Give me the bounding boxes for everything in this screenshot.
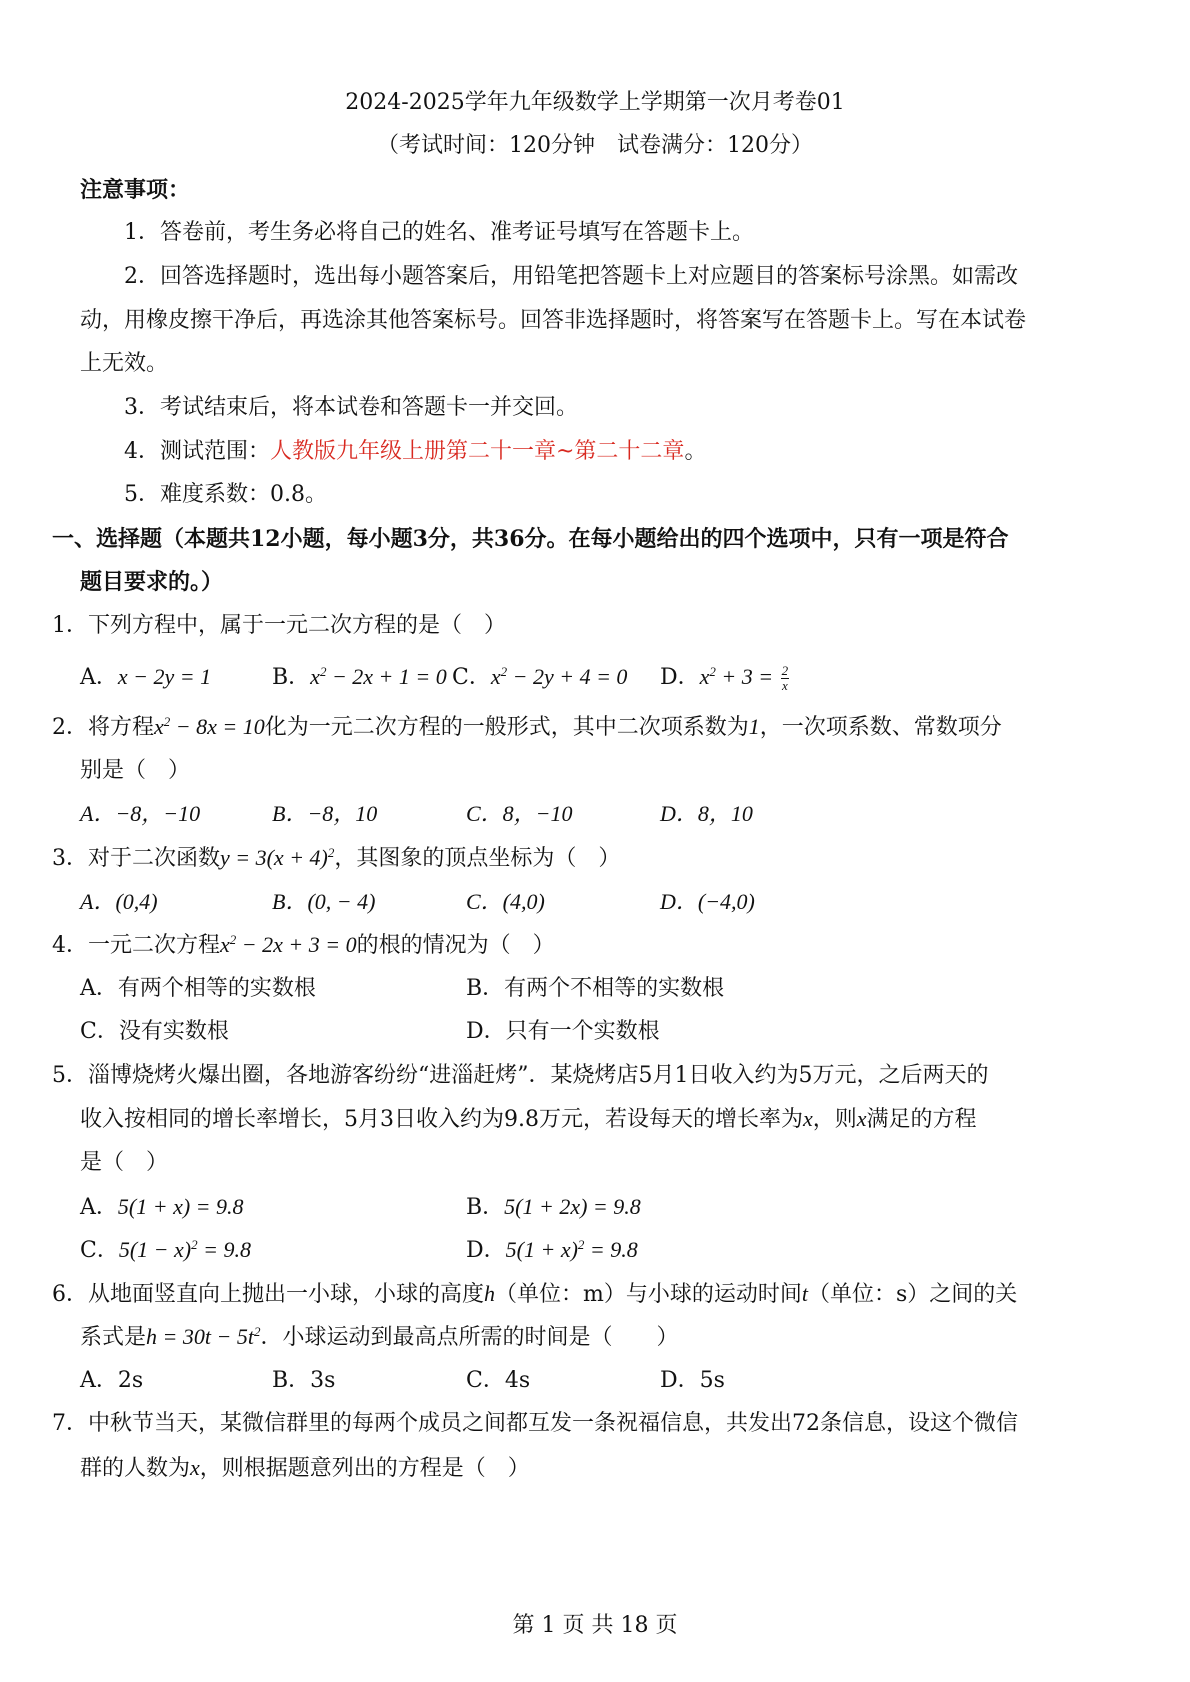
q3-option-d: D．(−4,0) — [660, 889, 755, 914]
page-number: 第 1 页 共 18 页 — [512, 1613, 678, 1638]
q2-option-b: B．−8，10 — [272, 801, 378, 826]
question-5-stem: 5．淄博烧烤火爆出圈，各地游客纷纷“进淄赶烤”．某烧烤店5月1日收入约为5万元，之后两天的 — [52, 1063, 989, 1088]
question-6-stem: 6．从地面竖直向上抛出一小球，小球的高度h（单位：m）与小球的运动时间t（单位：s）之间的关 — [52, 1281, 1018, 1307]
question-7-stem: 7．中秋节当天，某微信群里的每两个成员之间都互发一条祝福信息，共发出72条信息，设这个微信 — [52, 1411, 1018, 1436]
q5-option-d: D．$5(1 + x)^2 = 9.8$ — [466, 1237, 638, 1263]
q1-option-d: D．$x^2 + 3$ = $\frac{2}{x}$ — [660, 662, 789, 693]
test-range: 人教版九年级上册第二十一章~第二十二章 — [270, 439, 685, 464]
question-2-stem-cont: 别是（ ） — [80, 758, 191, 783]
question-3-stem: 3．对于二次函数$y = 3(x + 4)^2$，其图象的顶点坐标为（ ） — [52, 845, 621, 871]
q4-option-d: D．只有一个实数根 — [466, 1019, 660, 1044]
question-6-stem-cont: 系式是$h = 30t - 5t^2$．小球运动到最高点所需的时间是（ ） — [80, 1324, 679, 1350]
q1-option-b: B．$x^2 - 2x + 1 = 0$ — [272, 664, 447, 690]
section-heading: 一、选择题（本题共12小题，每小题3分，共36分。在每小题给出的四个选项中，只有一项是符合 — [52, 526, 1009, 552]
note-item-4-end: 。 — [684, 439, 707, 464]
q3-option-a: A．(0,4) — [80, 889, 158, 914]
notes-heading: 注意事项： — [80, 177, 191, 203]
q5-option-b: B．5(1 + 2x) = 9.8 — [466, 1194, 641, 1220]
note-item-4 — [124, 437, 706, 467]
q6-option-d: D．5s — [660, 1368, 725, 1393]
note-item-4-label: 4．测试范围： — [124, 439, 270, 464]
q4-option-a: A．有两个相等的实数根 — [80, 976, 316, 1001]
question-4-stem: 4．一元二次方程$x^2 - 2x + 3 = 0$的根的情况为（ ） — [52, 932, 555, 958]
question-2-stem: 2．将方程$x^2 - 8x = 10$化为一元二次方程的一般形式，其中二次项系数为1，一次项系数、常数项分 — [52, 714, 1002, 740]
q2-option-a: A．−8，−10 — [80, 801, 201, 826]
q2-option-d: D．8，10 — [660, 801, 753, 826]
q3-option-c: C．(4,0) — [466, 889, 545, 914]
note-item-3: 3．考试结束后，将本试卷和答题卡一并交回。 — [124, 395, 578, 420]
note-item-1: 1．答卷前，考生务必将自己的姓名、准考证号填写在答题卡上。 — [124, 220, 754, 245]
note-item-2: 2．回答选择题时，选出每小题答案后，用铅笔把答题卡上对应题目的答案标号涂黑。如需改 — [124, 264, 1019, 289]
q4-option-b: B．有两个不相等的实数根 — [466, 976, 725, 1001]
q6-option-b: B．3s — [272, 1368, 336, 1393]
q1-option-a: A．x − 2y = 1 — [80, 664, 212, 690]
exam-info: （考试时间：120分钟 试卷满分：120分） — [377, 133, 813, 158]
q5-option-a: A．5(1 + x) = 9.8 — [80, 1194, 244, 1220]
q3-option-b: B．(0, − 4) — [272, 889, 376, 914]
question-5-stem-cont: 收入按相同的增长率增长，5月3日收入约为9.8万元，若设每天的增长率为x，则x满足的方程 — [80, 1106, 977, 1132]
fraction-2-over-x: $\frac{2}{x}$ — [781, 662, 789, 693]
q6-option-c: C．4s — [466, 1368, 531, 1393]
section-heading-cont: 题目要求的。） — [80, 569, 224, 595]
page-title: 2024-2025学年九年级数学上学期第一次月考卷01 — [345, 90, 845, 115]
question-5-stem-cont2: 是（ ） — [80, 1150, 169, 1175]
q6-option-a: A．2s — [80, 1368, 144, 1393]
question-1-stem: 1．下列方程中，属于一元二次方程的是（ ） — [52, 613, 506, 638]
q4-option-c: C．没有实数根 — [80, 1019, 229, 1044]
note-item-2-cont: 动，用橡皮擦干净后，再选涂其他答案标号。回答非选择题时，将答案写在答题卡上。写在本试卷 — [80, 308, 1027, 333]
note-item-2-cont2: 上无效。 — [80, 351, 169, 376]
question-7-stem-cont: 群的人数为x，则根据题意列出的方程是（ ） — [80, 1455, 530, 1481]
note-item-5: 5．难度系数：0.8。 — [124, 482, 327, 507]
q2-option-c: C．8，−10 — [466, 801, 573, 826]
q1-option-c: C．$x^2 - 2y + 4 = 0$ — [452, 664, 628, 690]
q5-option-c: C．$5(1 - x)^2 = 9.8$ — [80, 1237, 251, 1263]
